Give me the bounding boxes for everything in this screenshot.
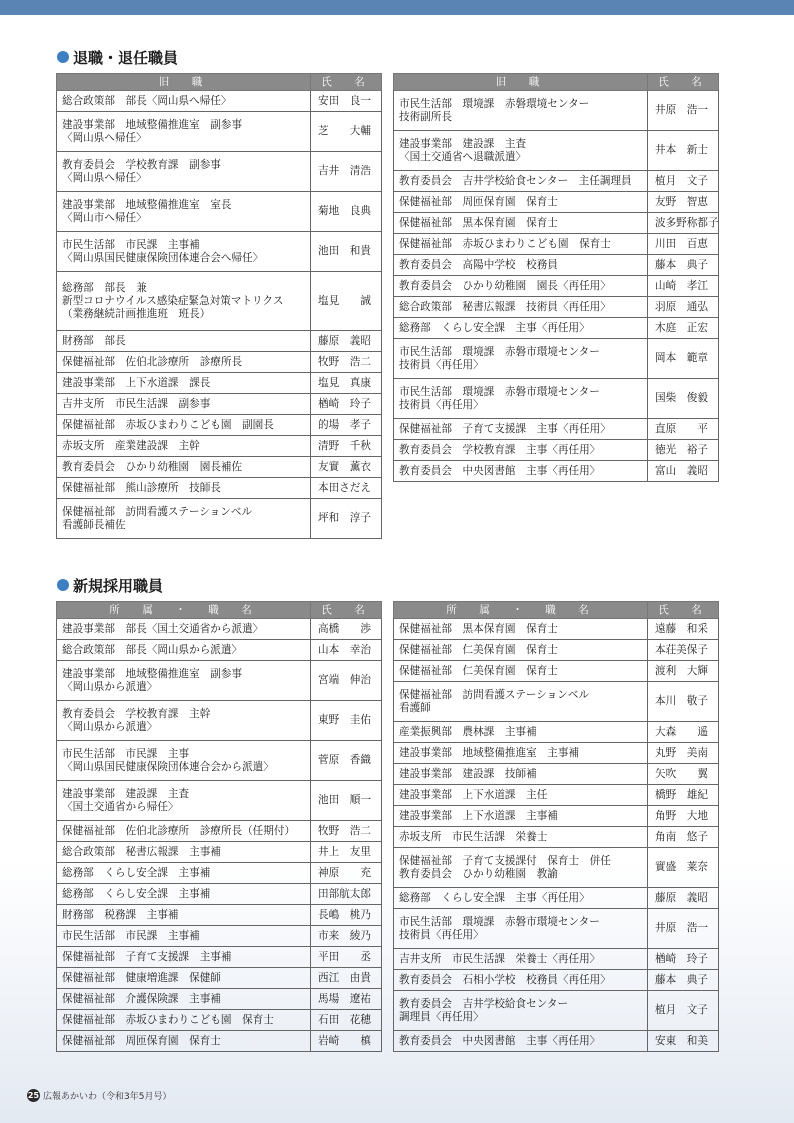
table-row — [394, 848, 719, 888]
name-cell: 楢崎 玲子 — [648, 949, 719, 970]
position-cell — [394, 255, 648, 276]
position-cell — [394, 888, 648, 909]
table-row — [394, 440, 719, 461]
name-cell: 菊地 良典 — [311, 192, 382, 232]
name-cell: 長嶋 桃乃 — [311, 905, 382, 926]
position-cell — [394, 827, 648, 848]
position-line: 〈国土交通省から帰任〉 — [62, 800, 179, 813]
table-row — [394, 297, 719, 318]
table-row — [394, 234, 719, 255]
name-cell: 友野 智恵 — [648, 192, 719, 213]
name-cell: 羽原 通弘 — [648, 297, 719, 318]
name-cell: 井上 友里 — [311, 842, 382, 863]
position-line: 教育委員会 石相小学校 校務員〈再任用〉 — [399, 973, 611, 986]
name-cell: 西江 由貴 — [311, 968, 382, 989]
position-line: 市民生活部 市民課 主事 — [62, 747, 190, 760]
table-row — [394, 722, 719, 743]
new-hires-section-title — [57, 575, 163, 595]
position-line: 総合政策部 部長〈岡山県から派遣〉 — [62, 643, 243, 656]
position-line: 〈国土交通省へ退職派遣〉 — [399, 150, 527, 163]
header-name: 氏 名 — [648, 602, 719, 619]
position-cell — [394, 970, 648, 991]
position-cell — [57, 842, 311, 863]
position-cell — [57, 640, 311, 661]
position-line: 市民生活部 環境課 赤磐市環境センター — [399, 915, 600, 928]
position-cell — [394, 297, 648, 318]
table-row — [394, 91, 719, 131]
position-line: 赤坂支所 市民生活課 栄養士 — [399, 830, 548, 843]
position-cell — [394, 339, 648, 379]
name-cell: 平田 丞 — [311, 947, 382, 968]
table-row — [57, 352, 382, 373]
position-line: 看護師長補佐 — [62, 518, 126, 531]
name-cell: 池田 和貴 — [311, 232, 382, 272]
position-cell — [57, 968, 311, 989]
table-row — [394, 131, 719, 171]
position-line: 教育委員会 高陽中学校 校務員 — [399, 258, 558, 271]
name-cell: 東野 圭佑 — [311, 701, 382, 741]
table-row — [57, 478, 382, 499]
table-row — [394, 1031, 719, 1052]
name-cell: 井原 浩一 — [648, 91, 719, 131]
table-row — [57, 192, 382, 232]
name-cell: 本川 敬子 — [648, 682, 719, 722]
name-cell: 池田 順一 — [311, 781, 382, 821]
retired-table-left — [56, 73, 382, 539]
position-line: 建設事業部 地域整備推進室 主事補 — [399, 746, 580, 759]
table-row — [57, 415, 382, 436]
position-line: 総務部 くらし安全課 主事補 — [62, 866, 211, 879]
position-line: 教育委員会 吉井学校給食センター 主任調理員 — [399, 174, 632, 187]
position-line: 教育委員会 学校教育課 主幹 — [62, 707, 211, 720]
table-row — [57, 926, 382, 947]
name-cell: 芝 大輔 — [311, 112, 382, 152]
position-cell — [394, 461, 648, 482]
table-row — [57, 272, 382, 331]
name-cell: 田部航太郎 — [311, 884, 382, 905]
name-cell: 山本 幸治 — [311, 640, 382, 661]
position-line: 建設事業部 部長〈国土交通省から派遣〉 — [62, 622, 264, 635]
position-line: 保健福祉部 訪問看護ステーションベル — [399, 688, 590, 701]
name-cell: 直原 平 — [648, 419, 719, 440]
position-line: 建設事業部 地域整備推進室 副参事 — [62, 118, 243, 131]
position-line: 保健福祉部 子育て支援課付 保育士 併任 — [399, 854, 611, 867]
position-cell — [57, 781, 311, 821]
position-cell — [57, 272, 311, 331]
position-cell — [57, 232, 311, 272]
position-cell — [394, 379, 648, 419]
position-line: 保健福祉部 子育て支援課 主事〈再任用〉 — [399, 422, 611, 435]
position-cell — [394, 213, 648, 234]
position-cell — [57, 152, 311, 192]
name-cell: 山崎 孝江 — [648, 276, 719, 297]
position-cell — [394, 991, 648, 1031]
name-cell: 安田 良一 — [311, 91, 382, 112]
name-cell: 宮端 伸治 — [311, 661, 382, 701]
position-cell — [394, 619, 648, 640]
table-row — [57, 884, 382, 905]
table-row — [57, 741, 382, 781]
table-row — [394, 661, 719, 682]
table-row — [57, 394, 382, 415]
name-cell: 渡利 大輝 — [648, 661, 719, 682]
position-line: 〈岡山県国民健康保険団体連合会へ帰任〉 — [62, 251, 264, 264]
table-row — [57, 842, 382, 863]
position-cell — [57, 989, 311, 1010]
position-line: 技術員〈再任用〉 — [399, 928, 484, 941]
table-row — [57, 499, 382, 539]
table-row — [57, 373, 382, 394]
table-row — [57, 331, 382, 352]
position-cell — [394, 764, 648, 785]
name-cell: 川田 百恵 — [648, 234, 719, 255]
position-cell — [57, 661, 311, 701]
name-cell: 藤原 義昭 — [311, 331, 382, 352]
name-cell: 神原 充 — [311, 863, 382, 884]
table-row — [394, 318, 719, 339]
position-line: 財務部 税務課 主事補 — [62, 908, 179, 921]
name-cell: 本田さだえ — [311, 478, 382, 499]
name-cell: 井原 浩一 — [648, 909, 719, 949]
position-line: 保健福祉部 佐伯北診療所 診療所長（任期付） — [62, 824, 296, 837]
retired-section-title — [57, 47, 178, 67]
position-cell — [57, 905, 311, 926]
position-line: 建設事業部 上下水道課 主事補 — [399, 809, 558, 822]
position-line: 産業振興部 農林課 主事補 — [399, 725, 537, 738]
table-row — [394, 192, 719, 213]
new-hires-table-right — [393, 601, 719, 1052]
position-cell — [57, 352, 311, 373]
name-cell: 橋野 雄紀 — [648, 785, 719, 806]
position-line: 建設事業部 建設課 技師補 — [399, 767, 537, 780]
name-cell: 牧野 浩二 — [311, 821, 382, 842]
name-cell: 石田 花穂 — [311, 1010, 382, 1031]
header-position: 旧 職 — [57, 74, 311, 91]
header-name: 氏 名 — [648, 74, 719, 91]
table-row — [394, 619, 719, 640]
position-cell — [394, 661, 648, 682]
position-line: 保健福祉部 周匝保育園 保育士 — [399, 195, 558, 208]
table-row — [57, 457, 382, 478]
position-cell — [394, 785, 648, 806]
position-cell — [57, 457, 311, 478]
table-row — [57, 436, 382, 457]
position-cell — [57, 947, 311, 968]
position-cell — [394, 91, 648, 131]
table-row — [57, 91, 382, 112]
position-cell — [394, 909, 648, 949]
position-line: 財務部 部長 — [62, 334, 126, 347]
name-cell: 植月 文子 — [648, 991, 719, 1031]
table-row — [57, 821, 382, 842]
header-name: 氏 名 — [311, 602, 382, 619]
position-line: 〈岡山県へ帰任〉 — [62, 131, 147, 144]
position-cell — [394, 192, 648, 213]
table-row — [57, 905, 382, 926]
bullet-icon — [57, 51, 69, 63]
position-cell — [57, 1031, 311, 1052]
position-line: 看護師 — [399, 701, 431, 714]
name-cell: 大森 遥 — [648, 722, 719, 743]
position-cell — [57, 1010, 311, 1031]
position-line: 教育委員会 学校教育課 主事〈再任用〉 — [399, 443, 601, 456]
position-line: 教育委員会 中央図書館 主事〈再任用〉 — [399, 464, 601, 477]
position-line: 建設事業部 上下水道課 主任 — [399, 788, 548, 801]
name-cell: 馬場 遼祐 — [311, 989, 382, 1010]
position-line: 教育委員会 ひかり幼稚園 教諭 — [399, 867, 558, 880]
position-line: 技術員〈再任用〉 — [399, 398, 484, 411]
position-line: 保健福祉部 健康増進課 保健師 — [62, 971, 221, 984]
new-hires-title-text: 新規採用職員 — [73, 576, 164, 595]
table-row — [394, 255, 719, 276]
position-cell — [394, 131, 648, 171]
position-line: 技術副所長 — [399, 110, 452, 123]
name-cell: 富山 義昭 — [648, 461, 719, 482]
name-cell: 實盛 莱奈 — [648, 848, 719, 888]
name-cell: 角野 大地 — [648, 806, 719, 827]
name-cell: 友實 薫衣 — [311, 457, 382, 478]
position-cell — [394, 318, 648, 339]
name-cell: 塩見 誠 — [311, 272, 382, 331]
table-row — [394, 888, 719, 909]
table-row — [394, 991, 719, 1031]
position-line: 教育委員会 吉井学校給食センター — [399, 997, 569, 1010]
position-cell — [394, 276, 648, 297]
position-line: 建設事業部 上下水道課 課長 — [62, 376, 211, 389]
retired-title-text: 退職・退任職員 — [73, 48, 179, 67]
table-row — [394, 806, 719, 827]
position-line: 市民生活部 環境課 赤磐市環境センター — [399, 385, 600, 398]
position-line: 技術員〈再任用〉 — [399, 358, 484, 371]
table-row — [57, 1010, 382, 1031]
position-line: 保健福祉部 仁美保育園 保育士 — [399, 664, 558, 677]
position-line: 総合政策部 秘書広報課 技術員〈再任用〉 — [399, 300, 611, 313]
position-line: 〈岡山県国民健康保険団体連合会から派遣〉 — [62, 760, 274, 773]
name-cell: 藤原 義昭 — [648, 888, 719, 909]
position-line: 建設事業部 建設課 主査 — [399, 137, 527, 150]
position-cell — [57, 415, 311, 436]
position-line: 総合政策部 部長〈岡山県へ帰任〉 — [62, 94, 232, 107]
table-row — [394, 743, 719, 764]
position-cell — [57, 863, 311, 884]
table-row — [57, 781, 382, 821]
position-line: 教育委員会 ひかり幼稚園 園長〈再任用〉 — [399, 279, 611, 292]
table-row — [57, 1031, 382, 1052]
position-line: 保健福祉部 子育て支援課 主事補 — [62, 950, 232, 963]
position-cell — [57, 499, 311, 539]
position-line: 吉井支所 市民生活課 副参事 — [62, 397, 211, 410]
position-cell — [394, 171, 648, 192]
position-cell — [57, 741, 311, 781]
position-cell — [57, 112, 311, 152]
name-cell: 丸野 美南 — [648, 743, 719, 764]
position-line: 総務部 くらし安全課 主事〈再任用〉 — [399, 891, 590, 904]
name-cell: 波多野称都子 — [648, 213, 719, 234]
position-cell — [394, 722, 648, 743]
table-row — [57, 989, 382, 1010]
position-cell — [57, 436, 311, 457]
position-cell — [394, 640, 648, 661]
table-row — [57, 640, 382, 661]
table-row — [394, 909, 719, 949]
header-position: 所 属 ・ 職 名 — [394, 602, 648, 619]
position-cell — [394, 743, 648, 764]
table-row — [57, 968, 382, 989]
position-line: 市民生活部 環境課 赤磐市環境センター — [399, 345, 600, 358]
name-cell: 清野 千秋 — [311, 436, 382, 457]
name-cell: 国柴 俊毅 — [648, 379, 719, 419]
position-cell — [57, 619, 311, 640]
name-cell: 遠藤 和采 — [648, 619, 719, 640]
top-banner-bar — [0, 0, 794, 15]
name-cell: 的場 孝子 — [311, 415, 382, 436]
position-line: 総務部 部長 兼 — [62, 281, 147, 294]
table-row — [394, 970, 719, 991]
table-row — [394, 419, 719, 440]
header-position: 旧 職 — [394, 74, 648, 91]
position-cell — [394, 848, 648, 888]
table-row — [57, 701, 382, 741]
position-line: 保健福祉部 仁美保育園 保育士 — [399, 643, 558, 656]
position-line: （業務継続計画推進班 班長） — [62, 307, 211, 320]
name-cell: 塩見 真康 — [311, 373, 382, 394]
position-cell — [394, 234, 648, 255]
table-row — [394, 379, 719, 419]
name-cell: 角南 悠子 — [648, 827, 719, 848]
name-cell: 吉井 清浩 — [311, 152, 382, 192]
position-line: 市民生活部 市民課 主事補 — [62, 238, 200, 251]
name-cell: 菅原 香織 — [311, 741, 382, 781]
position-line: 教育委員会 ひかり幼稚園 園長補佐 — [62, 460, 243, 473]
table-row — [394, 764, 719, 785]
position-line: 市民生活部 環境課 赤磐環境センター — [399, 97, 590, 110]
position-line: 建設事業部 建設課 主査 — [62, 787, 190, 800]
table-row — [57, 863, 382, 884]
new-hires-table-left — [56, 601, 382, 1052]
position-line: 保健福祉部 赤坂ひまわりこども園 副園長 — [62, 418, 274, 431]
header-position: 所 属 ・ 職 名 — [57, 602, 311, 619]
table-row — [394, 682, 719, 722]
name-cell: 藤本 典子 — [648, 970, 719, 991]
table-row — [57, 112, 382, 152]
position-line: 保健福祉部 周匝保育園 保育士 — [62, 1034, 221, 1047]
name-cell: 本荘美保子 — [648, 640, 719, 661]
position-line: 〈岡山県から派遣〉 — [62, 720, 158, 733]
table-row — [57, 619, 382, 640]
name-cell: 市来 綾乃 — [311, 926, 382, 947]
name-cell: 高橋 渉 — [311, 619, 382, 640]
position-line: 建設事業部 地域整備推進室 室長 — [62, 198, 232, 211]
position-cell — [394, 682, 648, 722]
position-line: 市民生活部 市民課 主事補 — [62, 929, 200, 942]
position-cell — [57, 192, 311, 232]
position-cell — [57, 821, 311, 842]
position-line: 総務部 くらし安全課 主事補 — [62, 887, 211, 900]
position-cell — [394, 949, 648, 970]
table-row — [57, 152, 382, 192]
table-row — [394, 339, 719, 379]
table-row — [394, 213, 719, 234]
retired-table-right — [393, 73, 719, 482]
name-cell: 楢崎 玲子 — [311, 394, 382, 415]
position-line: 調理員〈再任用〉 — [399, 1010, 484, 1023]
position-cell — [57, 884, 311, 905]
position-line: 保健福祉部 訪問看護ステーションベル — [62, 505, 253, 518]
header-name: 氏 名 — [311, 74, 382, 91]
position-line: 総務部 くらし安全課 主事〈再任用〉 — [399, 321, 590, 334]
position-line: 新型コロナウイルス感染症緊急対策マトリクス — [62, 294, 284, 307]
position-line: 保健福祉部 黒本保育園 保育士 — [399, 622, 558, 635]
position-line: 保健福祉部 介護保険課 主事補 — [62, 992, 221, 1005]
page-footer — [27, 1089, 171, 1102]
position-cell — [57, 331, 311, 352]
table-row — [394, 785, 719, 806]
position-cell — [57, 91, 311, 112]
name-cell: 木庭 正宏 — [648, 318, 719, 339]
position-line: 総合政策部 秘書広報課 主事補 — [62, 845, 221, 858]
table-row — [57, 947, 382, 968]
position-line: 教育委員会 中央図書館 主事〈再任用〉 — [399, 1034, 601, 1047]
position-line: 〈岡山県から派遣〉 — [62, 680, 158, 693]
position-line: 保健福祉部 佐伯北診療所 診療所長 — [62, 355, 243, 368]
position-line: 保健福祉部 熊山診療所 技師長 — [62, 481, 221, 494]
position-line: 建設事業部 地域整備推進室 副参事 — [62, 667, 243, 680]
position-line: 〈岡山市へ帰任〉 — [62, 211, 147, 224]
name-cell: 牧野 浩二 — [311, 352, 382, 373]
table-row — [394, 949, 719, 970]
name-cell: 岡本 範章 — [648, 339, 719, 379]
name-cell: 井本 新士 — [648, 131, 719, 171]
name-cell: 安東 和美 — [648, 1031, 719, 1052]
page-number-badge: 25 — [27, 1091, 40, 1100]
position-line: 赤坂支所 産業建設課 主幹 — [62, 439, 200, 452]
name-cell: 矢吹 翼 — [648, 764, 719, 785]
position-cell — [57, 373, 311, 394]
table-row — [57, 232, 382, 272]
position-cell — [57, 926, 311, 947]
position-cell — [394, 806, 648, 827]
position-cell — [394, 440, 648, 461]
table-row — [57, 661, 382, 701]
table-row — [394, 276, 719, 297]
position-cell — [57, 701, 311, 741]
publication-name: 広報あかいわ（令和3年5月号） — [43, 1092, 172, 1102]
table-row — [394, 827, 719, 848]
name-cell: 岩崎 槙 — [311, 1031, 382, 1052]
position-line: 保健福祉部 赤坂ひまわりこども園 保育士 — [399, 237, 611, 250]
bullet-icon — [57, 579, 69, 591]
position-cell — [394, 1031, 648, 1052]
name-cell: 植月 文子 — [648, 171, 719, 192]
position-cell — [57, 478, 311, 499]
table-row — [394, 461, 719, 482]
position-line: 保健福祉部 黒本保育園 保育士 — [399, 216, 558, 229]
table-row — [394, 171, 719, 192]
position-line: 保健福祉部 赤坂ひまわりこども園 保育士 — [62, 1013, 274, 1026]
position-cell — [57, 394, 311, 415]
name-cell: 藤本 典子 — [648, 255, 719, 276]
position-line: 教育委員会 学校教育課 副参事 — [62, 158, 221, 171]
position-line: 〈岡山県へ帰任〉 — [62, 171, 147, 184]
name-cell: 徳光 裕子 — [648, 440, 719, 461]
position-cell — [394, 419, 648, 440]
table-row — [394, 640, 719, 661]
position-line: 吉井支所 市民生活課 栄養士〈再任用〉 — [399, 952, 601, 965]
name-cell: 坪和 淳子 — [311, 499, 382, 539]
